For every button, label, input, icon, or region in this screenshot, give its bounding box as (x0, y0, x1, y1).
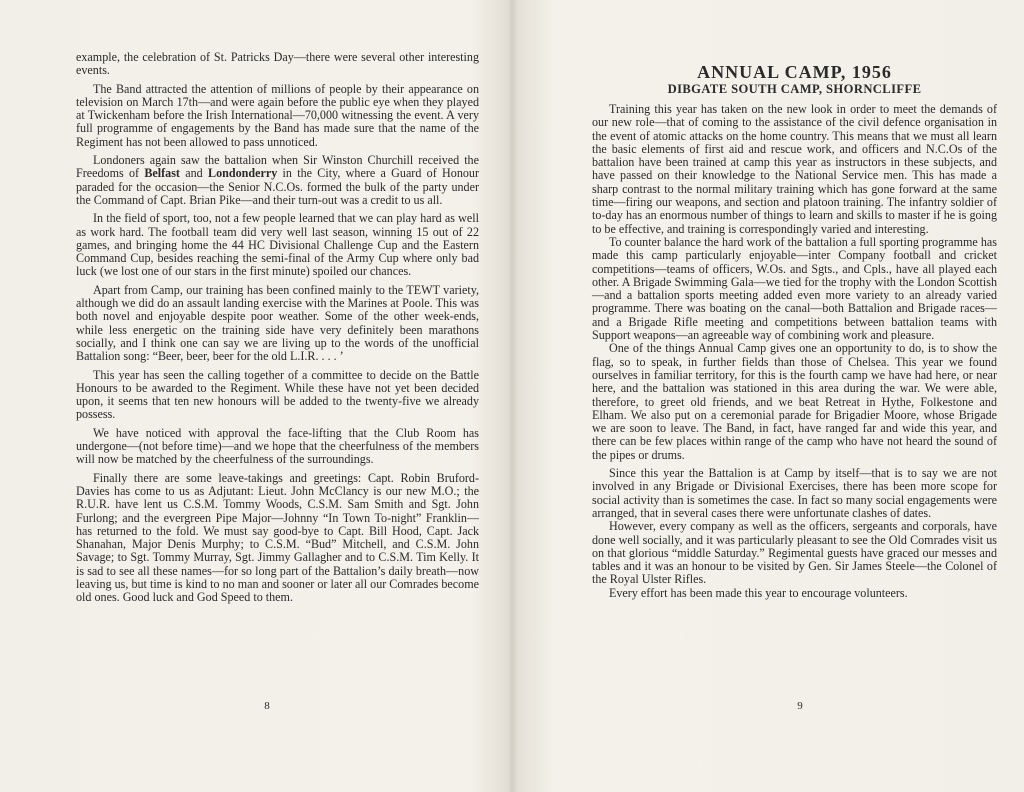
left-paragraph: This year has seen the calling together of a committee to decide on the Battle Honours to be awarded to the Regiment. While these have not yet been decided upon, it seems that ten new honours will be added to the twenty-five we already possess. (76, 367, 479, 422)
left-paragraph: example, the celebration of St. Patricks Day—there were several other interesting events. (76, 50, 479, 78)
right-paragraph: Since this year the Battalion is at Camp by itself—that is to say we are not involved in any Brigade or Divisional Exercises, there has been more scope for social activity than is sometimes the case. In fact so many social engagements were arranged, that in several cases there were unfortunate clashes of dates. (592, 466, 997, 520)
belfast-bold: Belfast (144, 166, 180, 181)
right-paragraph: However, every company as well as the officers, sergeants and corporals, have done well socially, and it was particularly pleasant to see the Old Comrades visit us on that glorious “middle Saturday.” Regimental guests have graced our messes and tables and it was an honour to be visited by Gen. Sir James Steele—the Colonel of the Royal Ulster Rifles. (592, 519, 997, 587)
right-page (512, 0, 1024, 792)
freedoms-text: received the Freedoms of (76, 153, 479, 181)
left-paragraph-churchill (76, 154, 479, 207)
londoners-intro: Londoners again saw the battalion when Sir Winston Churchill (93, 153, 414, 168)
left-paragraph: Apart from Camp, our training has been confined mainly to the TEWT variety, although we did do an assault landing exercise with the Marines at Poole. This was both novel and enjoyable despite poor weather. Some of the other week-ends, while less energetic on the training side have very definitely been marathons socially, and I think one can say we are living up to the words of the unofficial Battalion song: “Beer, beer, beer for the old L.I.R. . . . ’ (76, 282, 479, 364)
left-paragraph: In the field of sport, too, not a few people learned that we can play hard as well as work hard. The football team did very well last season, winning 15 out of 22 games, and bringing home the 44 HC Divisional Challenge Cup and the Eastern Command Cup, besides reaching the semi-final of the Army Cup where only bad luck (we lost one of our stars in the first minute) spoiled our chances. (76, 211, 479, 279)
guard-text: in the City, where a Guard of Honour paraded for the occasion—the Senior N.C.Os. formed the bulk of the party under the Command of Capt. Brian Pike—and their turn-out was a credit to us all. (76, 166, 479, 207)
page-number: 8 (264, 700, 270, 712)
right-paragraph: One of the things Annual Camp gives one an opportunity to do, is to show the flag, so to speak, in further fields than those of Chelsea. This year we found ourselves in familiar territory, for this is the fourth camp we have had here, or near here, and the battalion was stationed in this area during the war. We were able, therefore, to greet old friends, and we beat Retreat in Hythe, Folkestone and Elham. We also put on a ceremonial parade for Brigadier Moore, whose Brigade we are soon to leave. The Band, in fact, have ranged far and wide this year, and there can be few places within range of the camp who have not heard the sound of the pipes or drums. (592, 341, 997, 462)
right-paragraph: Training this year has taken on the new look in order to meet the demands of our new role—that of coming to the assistance of the civil defence organisation in the event of atomic attacks on the home country. This means that we must all learn the basic elements of first aid and rescue work, and officers and N.C.Os of the battalion have been trained at camp this year as instructors in these subjects, and have passed on their knowledge to the National Service men. This has made a sharp contrast to the normal military training which has gone forward at the same time—firing our weapons, and section and platoon training. The infantry soldier of to-day has an enormous number of things to learn and skills to master if he is going to be effective, and training is correspondingly varied and interesting. (592, 102, 997, 236)
left-text-column (76, 51, 479, 610)
right-paragraph: Every effort has been made this year to encourage volunteers. (609, 585, 908, 600)
and-text: and (185, 166, 203, 181)
section-title: ANNUAL CAMP, 1956 (697, 62, 892, 82)
right-text-column (592, 103, 997, 605)
right-paragraph: To counter balance the hard work of the battalion a full sporting programme has made this camp particularly enjoyable—inter Company football and cricket competitions—teams of officers, W.Os. and Sgts., and Cpls., have all played each other. A Brigade Swimming Gala—we tied for the trophy with the London Scottish—and a battalion sports meeting added even more variety to an already varied programme. There was boating on the canal—both Battalion and Brigade races—and a Brigade Rifle meeting and competitions between battalion teams with Support weapons—an agreeable way of combining work and pleasure. (592, 234, 997, 343)
left-paragraph: Finally there are some leave-takings and greetings: Capt. Robin Bruford-Davies has come to us as Adjutant: Lieut. John McClancy is our new M.O.; the R.U.R. have lent us C.S.M. Tommy Woods, C.S.M. Sam Smith and Sgt. John Furlong; and the evergreen Pipe Major—Johnny “In Town To-night” Franklin—has returned to the fold. We must say good-bye to Capt. Bill Hood, Capt. Jack Shanahan, Major Denis Murphy; to C.S.M. “Bud” Mitchell, and C.S.M. John Savage; to Sgt. Tommy Murray, Sgt. Jimmy Gallagher and to C.S.M. Tim Kelly. It is sad to see all these names—for so long part of the Battalion’s daily breath—now leaving us, but time is kind to no man and sooner or later all our Comrades become old ones. Good luck and God Speed to them. (76, 470, 479, 605)
section-subtitle: DIBGATE SOUTH CAMP, SHORNCLIFFE (667, 82, 922, 96)
left-paragraph: We have noticed with approval the face-lifting that the Club Room has undergone—(not before time)—and we hope that the cheerfulness of the members will now be matched by the cheerfulness of the surroundings. (76, 425, 479, 467)
page-number: 9 (797, 700, 803, 712)
left-paragraph: The Band attracted the attention of millions of people by their appearance on television on March 17th—and were again before the public eye when they played at Twickenham before the Irish International—70,000 witnessing the event. A very full programme of engagements by the Band has made sure that the name of the Regiment has not been allowed to pass unnoticed. (76, 81, 479, 149)
londonderry-bold: Londonderry (208, 166, 278, 181)
